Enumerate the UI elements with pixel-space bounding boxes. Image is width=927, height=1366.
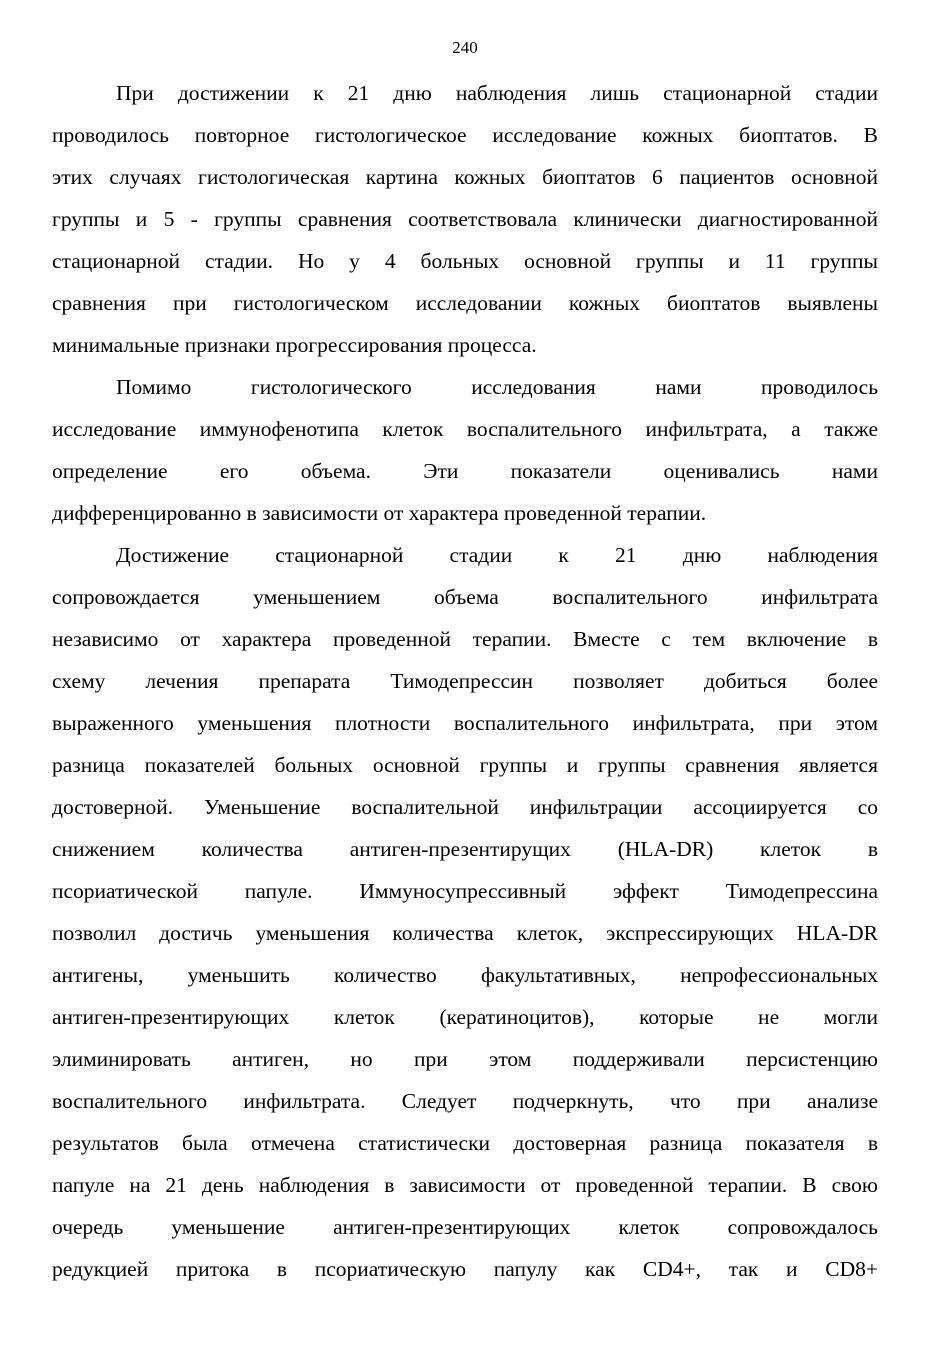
text-line: очередь уменьшение антиген-презентирующих клеток сопровождалось [52, 1215, 878, 1239]
text-line: этих случаях гистологическая картина кожных биоптатов 6 пациентов основной [52, 165, 878, 189]
text-line: схему лечения препарата Тимодепрессин позволяет добиться более [52, 669, 878, 693]
text-line: группы и 5 - группы сравнения соответствовала клинически диагностированной [52, 207, 878, 231]
text-line: антигены, уменьшить количество факультативных, непрофессиональных [52, 963, 878, 987]
text-line: сопровождается уменьшением объема воспалительного инфильтрата [52, 585, 878, 609]
paragraph-1 [52, 72, 878, 366]
text-line: снижением количества антиген-презентирущих (HLA-DR) клеток в [52, 837, 878, 861]
text-line: Помимо гистологического исследования нами проводилось [116, 375, 878, 399]
text-line: воспалительного инфильтрата. Следует подчеркнуть, что при анализе [52, 1089, 878, 1113]
paragraph-2 [52, 366, 878, 534]
document-page [52, 38, 878, 1290]
text-line: выраженного уменьшения плотности воспалительного инфильтрата, при этом [52, 711, 878, 735]
text-line: позволил достичь уменьшения количества клеток, экспрессирующих HLA-DR [52, 921, 878, 945]
text-line: определение его объема. Эти показатели оценивались нами [52, 459, 878, 483]
page-number: 240 [452, 38, 478, 57]
text-line: При достижении к 21 дню наблюдения лишь стационарной стадии [116, 81, 878, 105]
text-line: минимальные признаки прогрессирования процесса. [52, 333, 537, 357]
text-line: Достижение стационарной стадии к 21 дню наблюдения [116, 543, 878, 567]
text-line: дифференцированно в зависимости от характера проведенной терапии. [52, 501, 707, 525]
text-line: исследование иммунофенотипа клеток воспалительного инфильтрата, а также [52, 417, 878, 441]
text-line: достоверной. Уменьшение воспалительной инфильтрации ассоциируется со [52, 795, 878, 819]
text-line: разница показателей больных основной группы и группы сравнения является [52, 753, 878, 777]
text-line: проводилось повторное гистологическое исследование кожных биоптатов. В [52, 123, 878, 147]
paragraph-3 [52, 534, 878, 1290]
text-line: сравнения при гистологическом исследовании кожных биоптатов выявлены [52, 291, 878, 315]
text-line: элиминировать антиген, но при этом поддерживали персистенцию [52, 1047, 878, 1071]
text-line: папуле на 21 день наблюдения в зависимости от проведенной терапии. В свою [52, 1173, 878, 1197]
text-line: псориатической папуле. Иммуносупрессивный эффект Тимодепрессина [52, 879, 878, 903]
text-line: независимо от характера проведенной терапии. Вместе с тем включение в [52, 627, 878, 651]
text-line: антиген-презентирующих клеток (кератиноцитов), которые не могли [52, 1005, 878, 1029]
text-line: редукцией притока в псориатическую папулу как CD4+, так и CD8+ [52, 1257, 878, 1281]
text-line: стационарной стадии. Но у 4 больных основной группы и 11 группы [52, 249, 878, 273]
text-line: результатов была отмечена статистически достоверная разница показателя в [52, 1131, 878, 1155]
